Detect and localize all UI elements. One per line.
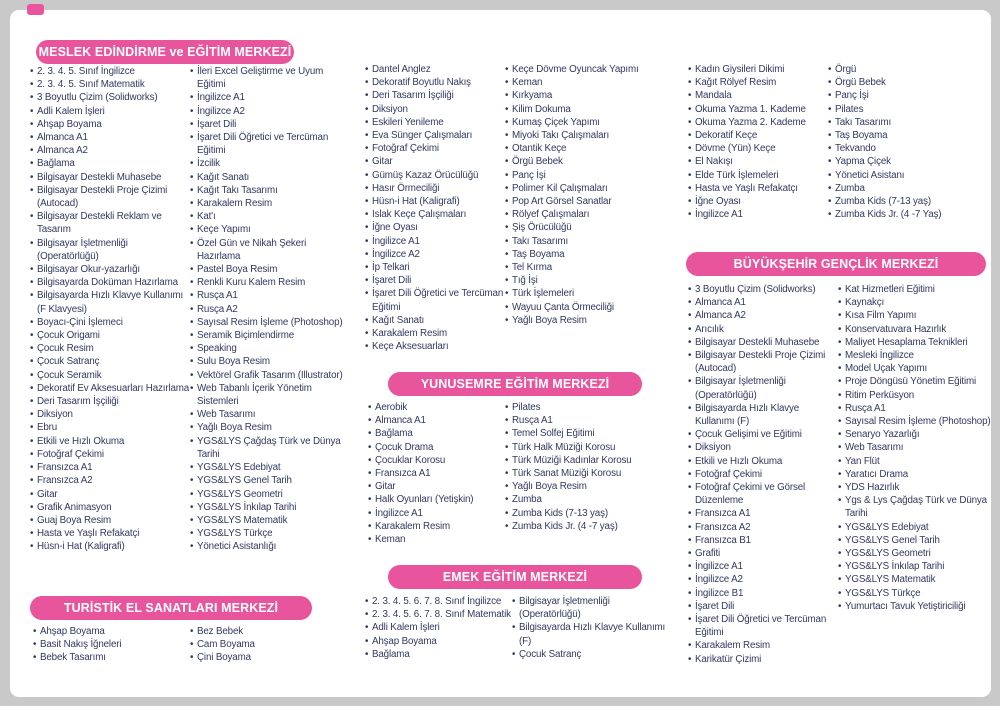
course-item: • Zumba Kids Jr. (4 -7 Yaş) [828, 208, 990, 221]
course-item: • Zumba Kids (7-13 yaş) [505, 507, 677, 520]
section-header-meslek: MESLEK EDİNDİRME ve EĞİTİM MERKEZİ [36, 40, 294, 64]
course-item: • YGS&LYS Genel Tarih [190, 474, 348, 487]
logo-mark [27, 4, 44, 15]
course-item: • Keçe Aksesuarları [365, 340, 517, 353]
course-item: • Deri Tasarım İşçiliği [30, 395, 190, 408]
course-item: • Dövme (Yün) Keçe [688, 142, 838, 155]
course-item: • Grafik Animasyon [30, 501, 190, 514]
course-item: • Fotoğraf Çekimi ve Görsel Düzenleme [688, 481, 840, 507]
course-item: • Maliyet Hesaplama Teknikleri [838, 336, 996, 349]
course-item: • Seramik Biçimlendirme [190, 329, 348, 342]
course-item: • İp Telkari [365, 261, 517, 274]
course-item: • Örgü [828, 63, 990, 76]
course-item: • İngilizce A2 [365, 248, 517, 261]
course-item: • YGS&LYS İnkılap Tarihi [838, 560, 996, 573]
course-item: • Pastel Boya Resim [190, 263, 348, 276]
course-item: • Bağlama [368, 427, 508, 440]
course-item: • Almanca A2 [30, 144, 190, 157]
course-item: • Pilates [505, 401, 677, 414]
course-item: • Hasta ve Yaşlı Refakatçı [688, 182, 838, 195]
buyuksehir-course-list-2 [838, 283, 996, 613]
course-item: • Çocuk Satranç [30, 355, 190, 368]
course-item: • Gitar [368, 480, 508, 493]
course-item: • Şiş Örücülüğü [505, 221, 677, 234]
course-item: • Kağıt Sanatı [190, 171, 348, 184]
course-item: • Wayuu Çanta Örmeciliği [505, 301, 677, 314]
emek-course-list-1 [365, 595, 527, 661]
course-item: • Elde Türk İşlemeleri [688, 169, 838, 182]
course-item: • Halk Oyunları (Yetişkin) [368, 493, 508, 506]
course-item: • Kağıt Takı Tasarımı [190, 184, 348, 197]
course-item: • Zumba [505, 493, 677, 506]
course-item: • YGS&LYS Çağdaş Türk ve Dünya Tarihi [190, 435, 348, 461]
course-item: • İngilizce B1 [688, 587, 840, 600]
course-item: • Hasır Örmeciliği [365, 182, 517, 195]
course-item: • Eva Sünger Çalışmaları [365, 129, 517, 142]
course-item: • Eskileri Yenileme [365, 116, 517, 129]
course-item: • Sulu Boya Resim [190, 355, 348, 368]
course-item: • Bez Bebek [190, 625, 340, 638]
course-item: • Bağlama [30, 157, 190, 170]
course-item: • Web Tasarımı [190, 408, 348, 421]
course-item: • Pop Art Görsel Sanatlar [505, 195, 677, 208]
course-item: • Islak Keçe Çalışmaları [365, 208, 517, 221]
course-item: • Keman [505, 76, 677, 89]
course-item: • 2. 3. 4. 5. Sınıf İngilizce [30, 65, 190, 78]
course-item: • Ritim Perküsyon [838, 389, 996, 402]
course-item: • Kağıt Rölyef Resim [688, 76, 838, 89]
course-item: • Panç İşi [828, 89, 990, 102]
course-item: • Bağlama [365, 648, 527, 661]
course-item: • Temel Solfej Eğitimi [505, 427, 677, 440]
course-item: • 3 Boyutlu Çizim (Solidworks) [30, 91, 190, 104]
course-item: • Örgü Bebek [828, 76, 990, 89]
course-item: • Özel Gün ve Nikah Şekeri Hazırlama [190, 237, 348, 263]
course-item: • Renkli Kuru Kalem Resim [190, 276, 348, 289]
course-item: • Yağlı Boya Resim [505, 480, 677, 493]
brochure-page [10, 10, 991, 697]
course-item: • Bilgisayar İşletmenliği (Operatörlüğü) [512, 595, 672, 621]
course-item: • Rusça A1 [838, 402, 996, 415]
course-item: • Kat'ı [190, 210, 348, 223]
course-item: • Karakalem Resim [688, 639, 840, 652]
course-item: • Rusça A1 [190, 289, 348, 302]
course-item: • 2. 3. 4. 5. Sınıf Matematik [30, 78, 190, 91]
course-item: • Taş Boyama [505, 248, 677, 261]
course-item: • İngilizce A1 [368, 507, 508, 520]
course-item: • Rölyef Çalışmaları [505, 208, 677, 221]
course-item: • İngilizce A1 [190, 91, 348, 104]
course-item: • Proje Döngüsü Yönetim Eğitimi [838, 375, 996, 388]
course-item: • Takı Tasarımı [505, 235, 677, 248]
course-item: • 2. 3. 4. 5. 6. 7. 8. Sınıf Matematik [365, 608, 527, 621]
course-item: • Yapma Çiçek [828, 155, 990, 168]
course-item: • Fotoğraf Çekimi [365, 142, 517, 155]
emek-course-list-2 [512, 595, 672, 661]
course-item: • Fransızca A2 [30, 474, 190, 487]
course-item: • Türk Müziği Kadınlar Korosu [505, 454, 677, 467]
course-item: • YGS&LYS Geometri [838, 547, 996, 560]
course-item: • Model Uçak Yapımı [838, 362, 996, 375]
course-item: • Speaking [190, 342, 348, 355]
course-item: • YGS&LYS Edebiyat [190, 461, 348, 474]
course-item: • Bilgisayar Destekli Reklam ve Tasarım [30, 210, 190, 236]
course-item: • Bilgisayar Okur-yazarlığı [30, 263, 190, 276]
course-item: • Takı Tasarımı [828, 116, 990, 129]
course-item: • Hasta ve Yaşlı Refakatçi [30, 527, 190, 540]
course-item: • İşaret Dili Öğretici ve Tercüman Eğitimi [365, 287, 517, 313]
course-item: • Çocuk Gelişimi ve Eğitimi [688, 428, 840, 441]
course-item: • Mesleki İngilizce [838, 349, 996, 362]
course-item: • Yaratıcı Drama [838, 468, 996, 481]
course-item: • Panç İşi [505, 169, 677, 182]
course-item: • Bilgisayarda Hızlı Klavye Kullanımı (F Klavyesi) [30, 289, 190, 315]
course-item: • Zumba [828, 182, 990, 195]
course-item: • Dekoratif Ev Aksesuarları Hazırlama [30, 382, 190, 395]
course-item: • Almanca A1 [368, 414, 508, 427]
course-item: • Tekvando [828, 142, 990, 155]
course-item: • Bebek Tasarımı [33, 651, 183, 664]
yunusemre-course-list-1 [368, 401, 508, 546]
course-item: • Aerobik [368, 401, 508, 414]
course-item: • Web Tabanlı İçerik Yönetim Sistemleri [190, 382, 348, 408]
course-item: • Dekoratif Keçe [688, 129, 838, 142]
section-header-turistik: TURİSTİK EL SANATLARI MERKEZİ [30, 596, 312, 620]
course-item: • Diksiyon [365, 103, 517, 116]
course-item: • Çocuklar Korosu [368, 454, 508, 467]
right-top-course-list-2 [828, 63, 990, 221]
course-item: • Fransızca A2 [688, 521, 840, 534]
meslek-course-list-2 [190, 65, 348, 554]
course-item: • Çini Boyama [190, 651, 340, 664]
course-item: • Mandala [688, 89, 838, 102]
course-item: • YDS Hazırlık [838, 481, 996, 494]
course-item: • Ahşap Boyama [30, 118, 190, 131]
course-item: • 2. 3. 4. 5. 6. 7. 8. Sınıf İngilizce [365, 595, 527, 608]
section-header-emek: EMEK EĞİTİM MERKEZİ [388, 565, 642, 589]
course-item: • YGS&LYS İnkılap Tarihi [190, 501, 348, 514]
course-item: • İğne Oyası [365, 221, 517, 234]
course-item: • Bilgisayar İşletmenliği (Operatörlüğü) [688, 375, 840, 401]
course-item: • Hüsn-i Hat (Kaligrafi) [30, 540, 190, 553]
course-item: • Adli Kalem İşleri [365, 621, 527, 634]
course-item: • YGS&LYS Geometri [190, 488, 348, 501]
course-item: • YGS&LYS Matematik [190, 514, 348, 527]
course-item: • İngilizce A2 [190, 105, 348, 118]
course-item: • Bilgisayar Destekli Proje Çizimi (Autocad) [30, 184, 190, 210]
course-item: • Diksiyon [30, 408, 190, 421]
course-item: • Kadın Giysileri Dikimi [688, 63, 838, 76]
course-item: • Karakalem Resim [368, 520, 508, 533]
course-item: • Rusça A1 [505, 414, 677, 427]
turistik-course-list-1 [33, 625, 183, 665]
course-item: • Taş Boyama [828, 129, 990, 142]
course-item: • YGS&LYS Edebiyat [838, 521, 996, 534]
course-item: • Türk Sanat Müziği Korosu [505, 467, 677, 480]
course-item: • Gitar [30, 488, 190, 501]
course-item: • Etkili ve Hızlı Okuma [30, 435, 190, 448]
course-item: • Almanca A1 [30, 131, 190, 144]
course-item: • Yumurtacı Tavuk Yetiştiriciliği [838, 600, 996, 613]
course-item: • Kırkyama [505, 89, 677, 102]
course-item: • Rusça A2 [190, 303, 348, 316]
course-item: • Fotoğraf Çekimi [30, 448, 190, 461]
course-item: • Karakalem Resim [190, 197, 348, 210]
course-item: • İğne Oyası [688, 195, 838, 208]
middle-course-list-1 [365, 63, 517, 353]
course-item: • Polimer Kil Çalışmaları [505, 182, 677, 195]
course-item: • Çocuk Drama [368, 441, 508, 454]
course-item: • Kaynakçı [838, 296, 996, 309]
course-item: • İşaret Dili Öğretici ve Tercüman Eğitimi [190, 131, 348, 157]
course-item: • Yağlı Boya Resim [505, 314, 677, 327]
course-item: • Bilgisayar Destekli Proje Çizimi (Autocad) [688, 349, 840, 375]
course-item: • Karikatür Çizimi [688, 653, 840, 666]
course-item: • Okuma Yazma 2. Kademe [688, 116, 838, 129]
course-item: • Web Tasarımı [838, 441, 996, 454]
course-item: • İşaret Dili [365, 274, 517, 287]
course-item: • İşaret Dili [190, 118, 348, 131]
turistik-course-list-2 [190, 625, 340, 665]
section-header-yunusemre: YUNUSEMRE EĞİTİM MERKEZİ [388, 372, 642, 396]
course-item: • Türk Halk Müziği Korosu [505, 441, 677, 454]
course-item: • Bilgisayarda Hızlı Klavye Kullanımı (F) [688, 402, 840, 428]
course-item: • 3 Boyutlu Çizim (Solidworks) [688, 283, 840, 296]
course-item: • Bilgisayarda Hızlı Klavye Kullanımı (F) [512, 621, 672, 647]
course-item: • El Nakışı [688, 155, 838, 168]
course-item: • Ahşap Boyama [33, 625, 183, 638]
course-item: • Ahşap Boyama [365, 635, 527, 648]
course-item: • Çocuk Satranç [512, 648, 672, 661]
course-item: • Sayısal Resim İşleme (Photoshop) [838, 415, 996, 428]
course-item: • YGS&LYS Türkçe [838, 587, 996, 600]
buyuksehir-course-list-1 [688, 283, 840, 666]
course-item: • Gitar [365, 155, 517, 168]
course-item: • Fransızca B1 [688, 534, 840, 547]
course-item: • Pilates [828, 103, 990, 116]
course-item: • Okuma Yazma 1. Kademe [688, 103, 838, 116]
course-item: • Yan Flüt [838, 455, 996, 468]
course-item: • Guaj Boya Resim [30, 514, 190, 527]
course-item: • Almanca A1 [688, 296, 840, 309]
course-item: • Hüsn-i Hat (Kaligrafi) [365, 195, 517, 208]
course-item: • Çocuk Seramik [30, 369, 190, 382]
course-item: • Kumaş Çiçek Yapımı [505, 116, 677, 129]
course-item: • Basit Nakış İğneleri [33, 638, 183, 651]
course-item: • Yönetici Asistanlığı [190, 540, 348, 553]
course-item: • Tel Kırma [505, 261, 677, 274]
course-item: • İşaret Dili Öğretici ve Tercüman Eğitimi [688, 613, 840, 639]
course-item: • İngilizce A1 [688, 208, 838, 221]
course-item: • Ebru [30, 421, 190, 434]
course-item: • Tığ İşi [505, 274, 677, 287]
course-item: • YGS&LYS Türkçe [190, 527, 348, 540]
course-item: • Çocuk Resim [30, 342, 190, 355]
middle-course-list-2 [505, 63, 677, 327]
course-item: • Kat Hizmetleri Eğitimi [838, 283, 996, 296]
course-item: • Otantik Keçe [505, 142, 677, 155]
course-item: • Senaryo Yazarlığı [838, 428, 996, 441]
course-item: • Fotoğraf Çekimi [688, 468, 840, 481]
course-item: • Fransızca A1 [30, 461, 190, 474]
course-item: • Karakalem Resim [365, 327, 517, 340]
course-item: • Almanca A2 [688, 309, 840, 322]
yunusemre-course-list-2 [505, 401, 677, 533]
course-item: • Yönetici Asistanı [828, 169, 990, 182]
course-item: • Vektörel Grafik Tasarım (Illustrator) [190, 369, 348, 382]
course-item: • Kilim Dokuma [505, 103, 677, 116]
course-item: • Dekoratif Boyutlu Nakış [365, 76, 517, 89]
course-item: • YGS&LYS Genel Tarih [838, 534, 996, 547]
course-item: • Örgü Bebek [505, 155, 677, 168]
course-item: • İşaret Dili [688, 600, 840, 613]
right-top-course-list-1 [688, 63, 838, 221]
course-item: • Yağlı Boya Resim [190, 421, 348, 434]
course-item: • İzcilik [190, 157, 348, 170]
course-item: • Deri Tasarım İşçiliği [365, 89, 517, 102]
course-item: • Kağıt Sanatı [365, 314, 517, 327]
course-item: • İleri Excel Geliştirme ve Uyum Eğitimi [190, 65, 348, 91]
course-item: • Keçe Dövme Oyuncak Yapımı [505, 63, 677, 76]
course-item: • Dantel Anglez [365, 63, 517, 76]
course-item: • Çocuk Origami [30, 329, 190, 342]
course-item: • Fransızca A1 [368, 467, 508, 480]
course-item: • Türk İşlemeleri [505, 287, 677, 300]
course-item: • Konservatuvara Hazırlık [838, 323, 996, 336]
course-item: • Etkili ve Hızlı Okuma [688, 455, 840, 468]
course-item: • Arıcılık [688, 323, 840, 336]
course-item: • Grafiti [688, 547, 840, 560]
course-item: • Cam Boyama [190, 638, 340, 651]
course-item: • Sayısal Resim İşleme (Photoshop) [190, 316, 348, 329]
course-item: • Bilgisayarda Doküman Hazırlama [30, 276, 190, 289]
course-item: • Keçe Yapımı [190, 223, 348, 236]
course-item: • Boyacı-Çini İşlemeci [30, 316, 190, 329]
course-item: • Bilgisayar Destekli Muhasebe [688, 336, 840, 349]
course-item: • Miyoki Takı Çalışmaları [505, 129, 677, 142]
course-item: • YGS&LYS Matematik [838, 573, 996, 586]
course-item: • İngilizce A1 [365, 235, 517, 248]
course-item: • Ygs & Lys Çağdaş Türk ve Dünya Tarihi [838, 494, 996, 520]
meslek-course-list-1 [30, 65, 190, 554]
section-header-buyuksehir: BÜYÜKŞEHİR GENÇLİK MERKEZİ [686, 252, 986, 276]
course-item: • Zumba Kids Jr. (4 -7 yaş) [505, 520, 677, 533]
course-item: • Kısa Film Yapımı [838, 309, 996, 322]
course-item: • Gümüş Kazaz Örücülüğü [365, 169, 517, 182]
course-item: • İngilizce A2 [688, 573, 840, 586]
course-item: • Keman [368, 533, 508, 546]
course-item: • Bilgisayar İşletmenliği (Operatörlüğü) [30, 237, 190, 263]
course-item: • Adli Kalem İşleri [30, 105, 190, 118]
course-item: • İngilizce A1 [688, 560, 840, 573]
course-item: • Zumba Kids (7-13 yaş) [828, 195, 990, 208]
course-item: • Diksiyon [688, 441, 840, 454]
course-item: • Fransızca A1 [688, 507, 840, 520]
course-item: • Bilgisayar Destekli Muhasebe [30, 171, 190, 184]
